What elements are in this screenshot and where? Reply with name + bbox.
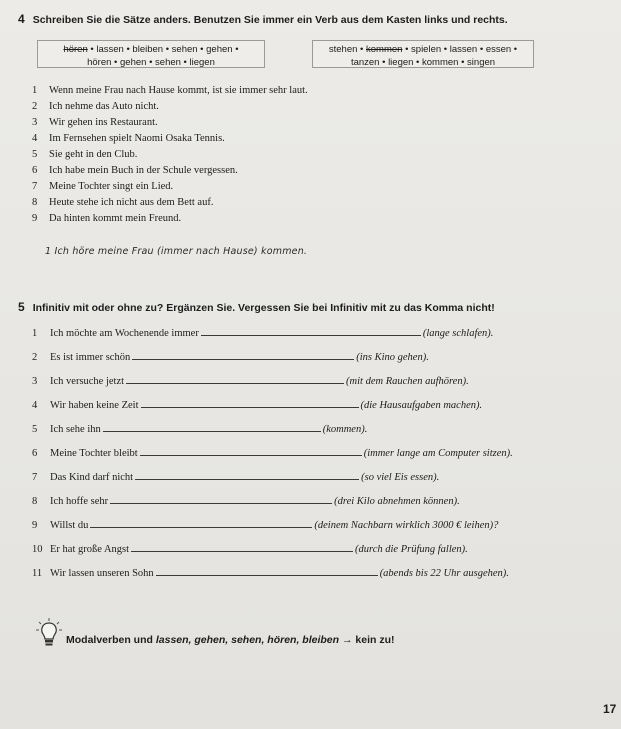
answer-blank[interactable]: [135, 470, 359, 480]
tip-text: Modalverben und lassen, gehen, sehen, hören, bleiben → kein zu!: [66, 634, 395, 646]
answer-blank[interactable]: [90, 518, 312, 528]
exercise-4-instruction: Schreiben Sie die Sätze anders. Benutzen Sie immer ein Verb aus dem Kasten links und rechts.: [32, 14, 508, 26]
fill-in-item: 2 Es ist immer schön (ins Kino gehen).: [32, 352, 429, 363]
exercise-5-number: 5: [18, 300, 25, 314]
sentence-item: 9 Da hinten kommt mein Freund.: [32, 213, 182, 224]
fill-in-item: 3 Ich versuche jetzt (mit dem Rauchen aufhören).: [32, 376, 469, 387]
exercise-5-instruction: Infinitiv mit oder ohne zu? Ergänzen Sie. Vergessen Sie bei Infinitiv mit zu das Komma nicht!: [32, 302, 495, 314]
answer-blank[interactable]: [156, 566, 378, 576]
answer-blank[interactable]: [131, 542, 353, 552]
sentence-item: 7 Meine Tochter singt ein Lied.: [32, 181, 174, 192]
exercise-5-title: [18, 300, 495, 314]
lightbulb-icon: [36, 618, 56, 644]
fill-in-item: 10 Er hat große Angst (durch die Prüfung fallen).: [32, 544, 468, 555]
answer-blank[interactable]: [201, 326, 421, 336]
fill-in-item: 6 Meine Tochter bleibt (immer lange am Computer sitzen).: [32, 448, 513, 459]
struck-word: kommen: [366, 44, 403, 55]
fill-in-item: 4 Wir haben keine Zeit (die Hausaufgaben machen).: [32, 400, 483, 411]
struck-word: hören: [63, 44, 88, 55]
sentence-item: 8 Heute stehe ich nicht aus dem Bett auf.: [32, 197, 214, 208]
handwritten-answer: 1 Ich höre meine Frau (immer nach Hause) kommen.: [45, 246, 308, 257]
sentence-item: 4 Im Fernsehen spielt Naomi Osaka Tennis.: [32, 133, 225, 144]
fill-in-item: 11 Wir lassen unseren Sohn (abends bis 22 Uhr ausgehen).: [32, 568, 509, 579]
sentence-item: 1 Wenn meine Frau nach Hause kommt, ist sie immer sehr laut.: [32, 85, 308, 96]
word-box-right: stehen • kommen • spielen • lassen • essen • tanzen • liegen • kommen • singen: [312, 40, 534, 68]
answer-blank[interactable]: [110, 494, 332, 504]
sentence-item: 2 Ich nehme das Auto nicht.: [32, 101, 159, 112]
answer-blank[interactable]: [140, 446, 362, 456]
answer-blank[interactable]: [132, 350, 354, 360]
sentence-item: 6 Ich habe mein Buch in der Schule vergessen.: [32, 165, 238, 176]
sentence-item: 3 Wir gehen ins Restaurant.: [32, 117, 158, 128]
sentence-item: 5 Sie geht in den Club.: [32, 149, 138, 160]
fill-in-item: 7 Das Kind darf nicht (so viel Eis essen).: [32, 472, 440, 483]
answer-blank[interactable]: [141, 398, 359, 408]
fill-in-item: 9 Willst du (deinem Nachbarn wirklich 3000 € leihen)?: [32, 520, 499, 531]
page-number: 17: [603, 702, 617, 716]
fill-in-item: 8 Ich hoffe sehr (drei Kilo abnehmen können).: [32, 496, 460, 507]
fill-in-item: 1 Ich möchte am Wochenende immer (lange schlafen).: [32, 328, 494, 339]
exercise-4-number: 4: [18, 12, 25, 26]
word-box-left: hören • lassen • bleiben • sehen • gehen • hören • gehen • sehen • liegen: [37, 40, 265, 68]
answer-blank[interactable]: [126, 374, 344, 384]
exercise-4-title: [18, 12, 508, 26]
answer-blank[interactable]: [103, 422, 321, 432]
fill-in-item: 5 Ich sehe ihn (kommen).: [32, 424, 368, 435]
